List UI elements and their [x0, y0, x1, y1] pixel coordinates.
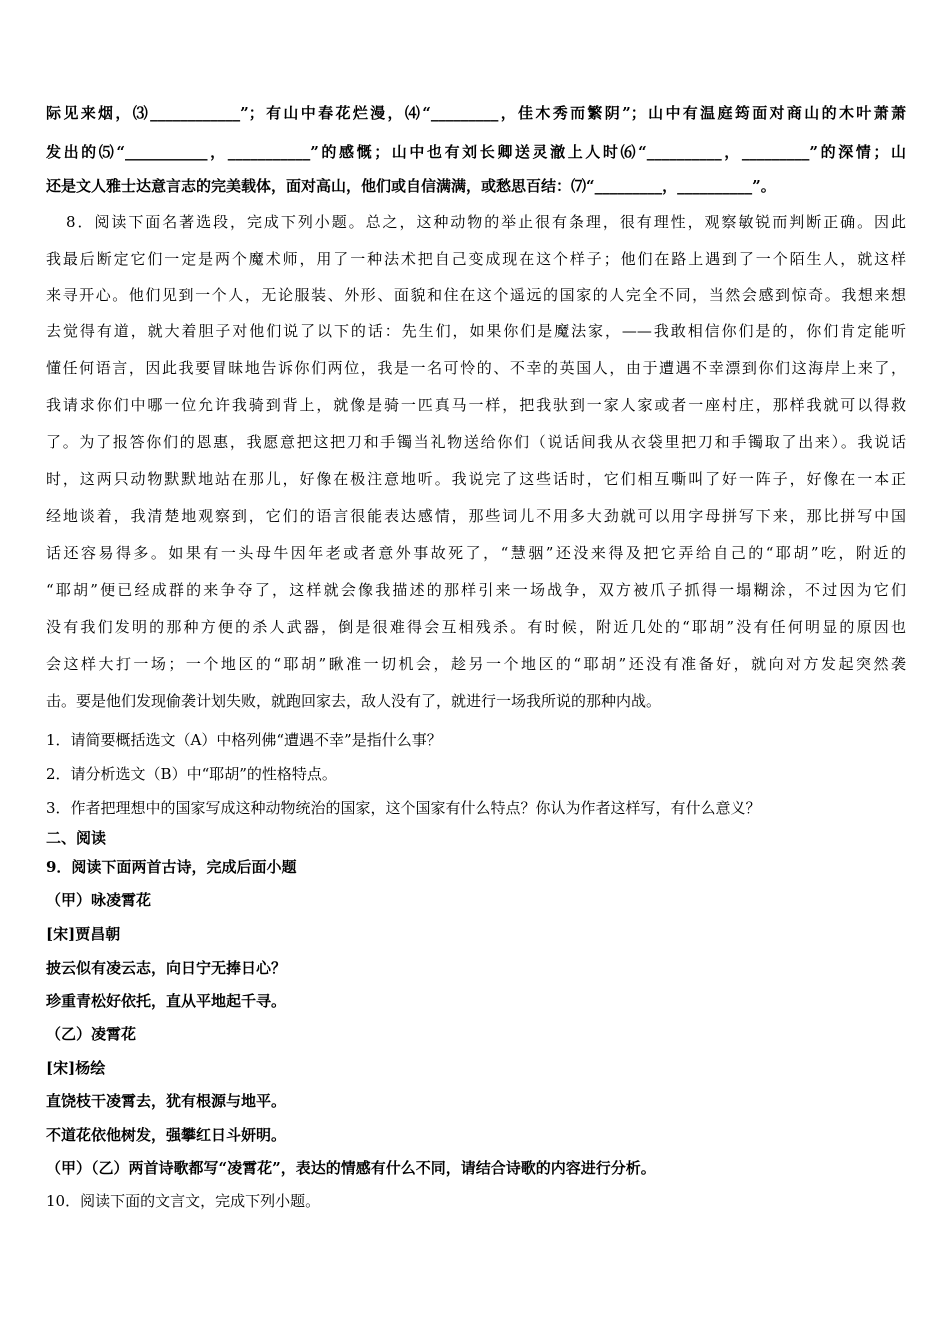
- section-heading: 二、阅读: [46, 829, 107, 847]
- q8-passage-line: 8．阅读下面名著选段，完成下列小题。总之，这种动物的举止很有条理，很有理性，观察敏锐而判断正确。因此: [66, 213, 906, 231]
- fill-blank-line-1: 际见来烟，⑶____________”；有山中春花烂漫，⑷“_________，佳木秀而繁阴”；山中有温庭筠面对商山的木叶萧萧: [46, 104, 906, 122]
- poem-b-line-2: 不道花依他树发，强攀红日斗妍明。: [46, 1126, 287, 1144]
- poem-b-line-1: 直饶枝干凌霄去，犹有根源与地平。: [46, 1092, 287, 1110]
- poem-a-author: [宋]贾昌朝: [46, 925, 121, 943]
- poem-a-title: （甲）咏凌霄花: [46, 891, 152, 909]
- q8-passage-line: 我最后断定它们一定是两个魔术师，用了一种法术把自己变成现在这个样子；他们在路上遇到了一个陌生人，就这样: [46, 250, 906, 268]
- fill-blank-line-2: 发出的⑸“___________，___________”的感慨；山中也有刘长卿送灵澈上人时⑹“__________，_________”的深情；山: [46, 143, 906, 161]
- q8-passage-line: 经地谈着，我清楚地观察到，它们的语言很能表达感情，那些词儿不用多大劲就可以用字母拼写下来，那比拼写中国: [46, 507, 906, 525]
- q8-passage-line: 没有我们发明的那种方便的杀人武器，倒是很难得会互相残杀。有时候，附近几处的“耶胡”没有任何明显的原因也: [46, 618, 906, 636]
- q8-subquestion-1: 1．请简要概括选文（A）中格列佛“遭遇不幸”是指什么事？: [46, 731, 442, 749]
- q8-subquestion-3: 3．作者把理想中的国家写成这种动物统治的国家，这个国家有什么特点？你认为作者这样写，有什么意义？: [46, 799, 761, 817]
- fill-blank-line-3: 还是文人雅士达意言志的完美载体，面对高山，他们或自信满满，或愁思百结：⑺“_________，__________”。: [46, 177, 776, 195]
- q8-passage-line: 去觉得有道，就大着胆子对他们说了以下的话：先生们，如果你们是魔法家，——我敢相信你们是的，你们肯定能听: [46, 322, 906, 340]
- q9-title: 9．阅读下面两首古诗，完成后面小题: [46, 858, 297, 876]
- poem-a-line-1: 披云似有凌云志，向日宁无捧日心？: [46, 959, 287, 977]
- q8-passage-line: 来寻开心。他们见到一个人，无论服装、外形、面貌和住在这个遥远的国家的人完全不同，当然会感到惊奇。我想来想: [46, 286, 906, 304]
- q8-passage-line: 击。要是他们发现偷袭计划失败，就跑回家去，敌人没有了，就进行一场我所说的那种内战。: [46, 692, 662, 710]
- poem-b-author: [宋]杨绘: [46, 1059, 106, 1077]
- poem-b-title: （乙）凌霄花: [46, 1025, 137, 1043]
- q8-passage-line: 时，这两只动物默默地站在那儿，好像在极注意地听。我说完了这些话时，它们相互嘶叫了好一阵子，好像在一本正: [46, 470, 906, 488]
- q9-question: （甲）（乙）两首诗歌都写“凌霄花”，表达的情感有什么不同，请结合诗歌的内容进行分析。: [46, 1159, 656, 1177]
- q8-passage-line: 了。为了报答你们的恩惠，我愿意把这把刀和手镯当礼物送给你们（说话间我从衣袋里把刀和手镯取了出来）。我说话: [46, 433, 906, 451]
- q8-passage-line: “耶胡”便已经成群的来争夺了，这样就会像我描述的那样引来一场战争，双方被爪子抓得一塌糊涂，不过因为它们: [46, 581, 906, 599]
- q8-passage-line: 话还容易得多。如果有一头母牛因年老或者意外事故死了，“慧骃”还没来得及把它弄给自己的“耶胡”吃，附近的: [46, 544, 906, 562]
- poem-a-line-2: 珍重青松好依托，直从平地起千寻。: [46, 992, 287, 1010]
- q10-title: 10．阅读下面的文言文，完成下列小题。: [46, 1192, 321, 1210]
- q8-subquestion-2: 2．请分析选文（B）中“耶胡”的性格特点。: [46, 765, 337, 783]
- q8-passage-line: 懂任何语言，因此我要冒昧地告诉你们两位，我是一名可怜的、不幸的英国人，由于遭遇不幸漂到你们这海岸上来了，: [46, 359, 906, 377]
- q8-passage-line: 会这样大打一场；一个地区的“耶胡”瞅准一切机会，趁另一个地区的“耶胡”还没有准备好，就向对方发起突然袭: [46, 655, 906, 673]
- q8-passage-line: 我请求你们中哪一位允许我骑到背上，就像是骑一匹真马一样，把我驮到一家人家或者一座村庄，那样我就可以得救: [46, 396, 906, 414]
